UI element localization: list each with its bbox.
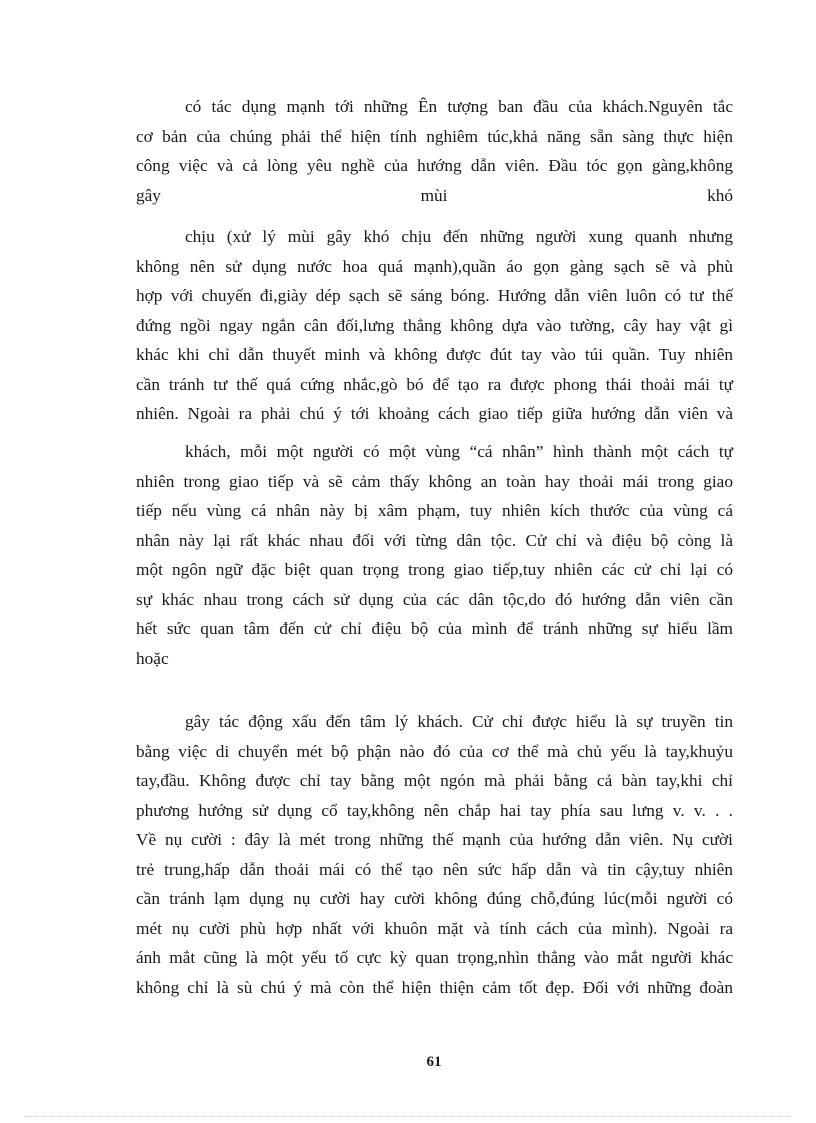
text-line: một ngôn ngữ đặc biệt quan trọng trong giao tiếp,tuy nhiên các cử chỉ lại có [136,560,733,579]
text-line: mét nụ cười phù hợp nhất với khuôn mặt và tính cách của mình). Ngoài ra [136,918,733,938]
text-line: ánh mắt cũng là một yếu tố cực kỳ quan trọng,nhìn thẳng vào mắt người khác [136,948,733,967]
text-line: phương hướng sử dụng cổ tay,không nên chắp hai tay phía sau lưng v. v. . . [136,800,733,820]
text-line: không nên sử dụng nước hoa quá mạnh),quần áo gọn gàng sạch sẽ và phù [136,256,733,276]
text-line: cần tránh lạm dụng nụ cười hay cười không đúng chỗ,đúng lúc(mỗi người có [136,889,733,908]
text-line: tiếp nếu vùng cá nhân này bị xâm phạm, tuy nhiên kích thước của vùng cá [136,501,733,520]
text-line: khách, mỗi một người có một vùng “cá nhân” hình thành một cách tự [185,442,733,461]
text-line: đứng ngồi ngay ngắn cân đối,lưng thẳng không dựa vào tường, cây hay vật gì [136,315,733,335]
text-line: gây tác động xấu đến tâm lý khách. Cử chỉ được hiểu là sự truyền tin [185,712,733,731]
text-line: trẻ trung,hấp dẫn thoải mái có thể tạo nên sức hấp dẫn và tin cậy,tuy nhiên [136,859,733,879]
footer-divider [24,1116,792,1117]
text-line: gây mùi khó [136,185,733,205]
paragraph-1 [136,92,733,210]
text-line: công việc và cả lòng yêu nghề của hướng dẫn viên. Đầu tóc gọn gàng,không [136,156,733,175]
text-line: hợp với chuyến đi,giày dép sạch sẽ sáng bóng. Hướng dẫn viên luôn có tư thế [136,286,733,305]
page-number: 61 [426,1054,442,1070]
text-line: nhiên trong giao tiếp và sẽ cảm thấy không an toàn hay thoải mái trong giao [136,471,733,491]
text-line: không chỉ là sù chú ý mà còn thể hiện thiện cảm tốt đẹp. Đối với những đoàn [136,977,733,997]
text-line: tay,đầu. Không được chỉ tay bằng một ngón mà phải bằng cả bàn tay,khi chỉ [136,771,733,790]
text-line: chịu (xử lý mùi gây khó chịu đến những người xung quanh nhưng [185,227,733,246]
text-line: cơ bản của chúng phải thể hiện tính nghiêm túc,khả năng sẵn sàng thực hiện [136,126,733,146]
text-line: cần tránh tư thế quá cứng nhắc,gò bó để tạo ra được phong thái thoải mái tự [136,374,733,394]
paragraph-2 [136,222,733,429]
text-line: nhiên. Ngoài ra phải chú ý tới khoảng cách giao tiếp giữa hướng dẫn viên và [136,404,733,423]
paragraph-4 [136,707,733,1002]
text-line: bằng việc di chuyển mét bộ phận nào đó của cơ thể mà chủ yếu là tay,khuỷu [136,741,733,761]
text-line: khác khi chỉ dẫn thuyết minh và không được đút tay vào túi quần. Tuy nhiên [136,345,733,364]
text-line: hoặc [136,648,169,668]
text-line: Về nụ cười : đây là mét trong những thế mạnh của hướng dẫn viên. Nụ cười [136,830,733,849]
text-line: có tác dụng mạnh tới những Ên tượng ban đầu của khách.Nguyên tắc [185,97,733,116]
text-line: nhân này lại rất khác nhau đối với từng dân tộc. Cử chỉ và điệu bộ còng là [136,530,733,550]
text-line: hết sức quan tâm đến cử chỉ điệu bộ của mình để tránh những sự hiểu lầm [136,619,733,638]
paragraph-3 [136,437,733,673]
text-line: sự khác nhau trong cách sử dụng của các dân tộc,do đó hướng dẫn viên cần [136,589,733,609]
